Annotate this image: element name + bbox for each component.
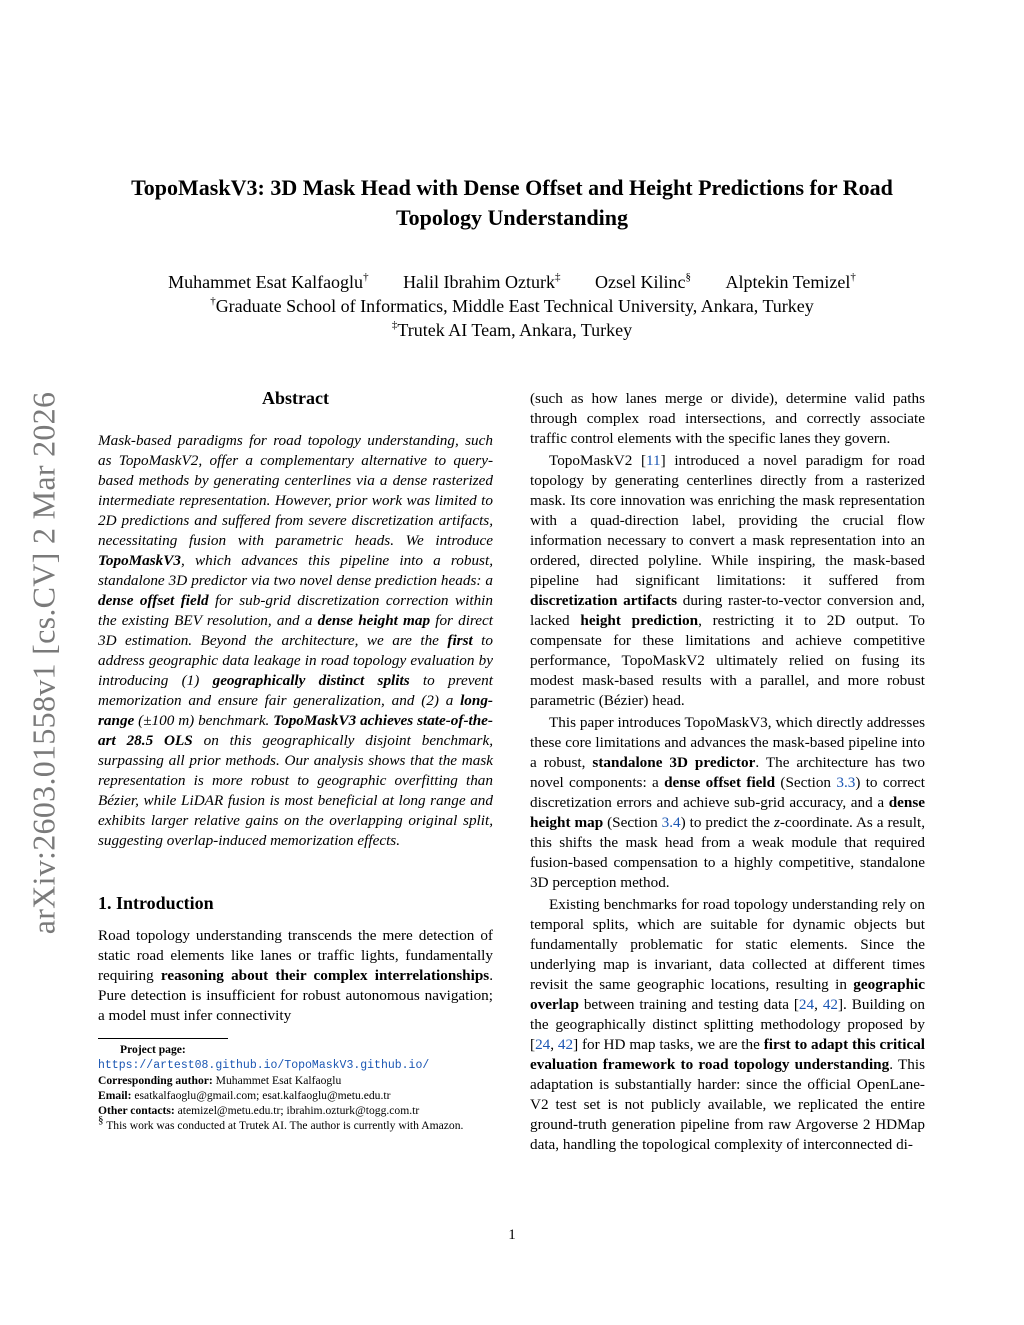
footnotes [98,1042,493,1133]
affiliation: †Graduate School of Informatics, Middle East Technical University, Ankara, Turkey [210,295,814,316]
right-column [530,389,925,1155]
author-name: Muhammet Esat Kalfaoglu† [168,271,369,292]
paper-title: TopoMaskV3: 3D Mask Head with Dense Offset and Height Predictions for Road Topology Understanding [131,175,893,230]
body-paragraph: Existing benchmarks for road topology understanding rely on temporal splits, which are suitable for dynamic objects but fundamentally problematic for static elements. Since the underlying map is invariant, data collected at different times revisit the same geographic locations, resulting in geographic overlap between training and testing data [24, 42]. Building on the geographically distinct splitting methodology proposed by [24, 42] for HD map tasks, we are the first to adapt this critical evaluation framework to road topology understanding. This adaptation is substantially harder: since the official OpenLane-V2 test set is not publicly available, we replicated the entire ground-truth generation pipeline from raw Argoverse 2 HDMap data, handling the topological complexity of interconnected di- [530,896,926,1153]
body-paragraph: This paper introduces TopoMaskV3, which directly addresses these core limitations and advances the mask-based pipeline into a robust, standalone 3D predictor. The architecture has two novel components: a dense offset field (Section 3.3) to correct discretization errors and achieve sub-grid accuracy, and a dense height map (Section 3.4) to predict the z-coordinate. As a result, this shifts the mask head from a weak module that required fusion-based compensation to a highly competitive, standalone 3D perception method. [530,714,925,891]
citation-link[interactable]: 42 [822,996,838,1013]
section-reference-link[interactable]: 3.4 [661,814,681,831]
section-reference-link[interactable]: 3.3 [836,774,856,791]
arxiv-identifier-sidebar [22,375,66,950]
author-name: Ozsel Kilinc§ [595,271,692,292]
footnote-corresponding-author: Corresponding author: Muhammet Esat Kalfaoglu [98,1074,342,1087]
citation-link[interactable]: 11 [646,452,661,469]
project-page-link[interactable]: https://artest08.github.io/TopoMaskV3.github.io/ [98,1059,430,1072]
affiliation: ‡Trutek AI Team, Ankara, Turkey [391,319,633,340]
section-heading-introduction: 1. Introduction [98,893,214,913]
footnote-project-page: Project page: https://artest08.github.io/TopoMaskV3.github.io/ [98,1043,430,1072]
author-name: Alptekin Temizel† [725,271,856,292]
body-paragraph: (such as how lanes merge or divide), determine valid paths through complex road intersections, and correctly associate traffic control elements with the specific lanes they govern. [530,390,925,447]
page-number: 1 [508,1227,516,1243]
citation-link[interactable]: 24 [535,1036,551,1053]
footnote-email: Email: esatkalfaoglu@gmail.com; esat.kalfaoglu@metu.edu.tr [98,1089,391,1102]
author-list [100,270,924,294]
left-column [98,387,493,1133]
intro-paragraph: Road topology understanding transcends the mere detection of static road elements like lanes or traffic lights, fundamentally requiring reasoning about their complex interrelationships. Pure detection is insufficient for robust autonomous navigation; a model must infer connectivity [98,927,494,1024]
arxiv-identifier-text: arXiv:2603.01558v1 [cs.CV] 2 Mar 2026 [25,391,62,934]
citation-link[interactable]: 24 [798,996,815,1013]
body-paragraph: TopoMaskV2 [11] introduced a novel paradigm for road topology by generating centerlines directly from a rasterized mask. Its core innovation was enriching the mask representation with a quad-direction label, providing the crucial flow information necessary to convert a mask representation into an ordered, directed polyline. While inspiring, the mask-based pipeline had significant limitations: it suffered from discretization artifacts during raster-to-vector conversion and, lacked height prediction, restricting it to 2D output. To compensate for these limitations and achieve competitive performance, TopoMaskV2 ultimately relied on fusing its modest mask-based results with a parallel, and more robust parametric (Bézier) head. [530,452,925,709]
footnote-other-contacts: Other contacts: atemizel@metu.edu.tr; ibrahim.ozturk@togg.com.tr [98,1104,420,1117]
footnote-affiliation-note: § This work was conducted at Trutek AI. The author is currently with Amazon. [98,1114,464,1132]
author-block [100,270,924,342]
abstract-heading: Abstract [262,388,329,408]
author-name: Halil Ibrahim Ozturk‡ [403,271,561,292]
abstract-text: Mask-based paradigms for road topology understanding, such as TopoMaskV2, offer a complementary alternative to query-based methods by generating centerlines via a dense rasterized intermediate representation. However, prior work was limited to 2D predictions and suffered from severe discretization artifacts, necessitating fusion with parametric heads. We introduce TopoMaskV3, which advances this pipeline into a robust, standalone 3D predictor via two novel dense prediction heads: a dense offset field for sub-grid discretization correction within the existing BEV resolution, and a dense height map for direct 3D estimation. Beyond the architecture, we are the first to address geographic data leakage in road topology evaluation by introducing (1) geographically distinct splits to prevent memorization and ensure fair generalization, and (2) a long-range (±100 m) benchmark. TopoMaskV3 achieves state-of-the-art 28.5 OLS on this geographically disjoint benchmark, surpassing all prior methods. Our analysis shows that the mask representation is more robust to geographic overfitting than Bézier, while LiDAR fusion is most beneficial at long range and exhibits larger relative gains on the overlapping original split, suggesting overlap-induced memorization effects. [98,432,493,849]
footnote-divider [98,1038,228,1039]
citation-link[interactable]: 42 [557,1036,574,1053]
